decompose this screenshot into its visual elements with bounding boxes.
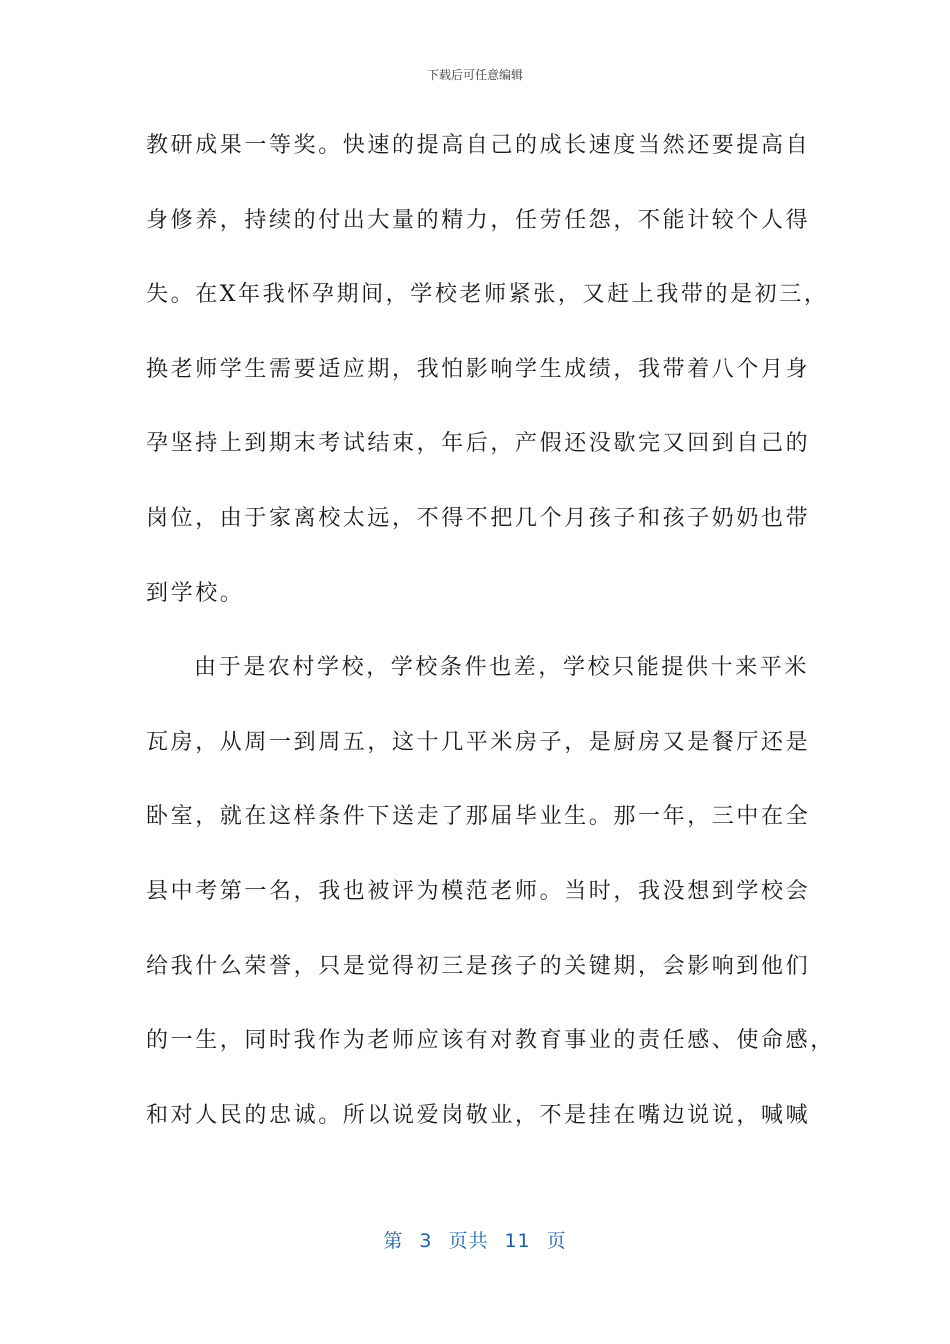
text-line: 身修养，持续的付出大量的精力，任劳任怨，不能计较个人得 (146, 207, 811, 233)
text-line: 县中考第一名，我也被评为模范老师。当时，我没想到学校会 (146, 878, 811, 904)
page-footer (0, 1226, 950, 1253)
document-body (146, 126, 835, 1170)
text-line: 卧室，就在这样条件下送走了那届毕业生。那一年，三中在全 (146, 804, 811, 830)
text-line: 换老师学生需要适应期，我怕影响学生成绩，我带着八个月身 (146, 356, 811, 382)
footer-suffix: 页 (546, 1230, 567, 1252)
footer-middle: 页共 (448, 1230, 489, 1252)
text-line: 的一生，同时我作为老师应该有对教育事业的责任感、使命感， (146, 1028, 835, 1054)
text-line: 岗位，由于家离校太远，不得不把几个月孩子和孩子奶奶也带 (146, 505, 811, 531)
text-line: 失。在X年我怀孕期间，学校老师紧张，又赶上我带的是初三， (146, 282, 829, 308)
current-page-number: 3 (419, 1230, 433, 1252)
text-line: 瓦房，从周一到周五，这十几平米房子，是厨房又是餐厅还是 (146, 729, 811, 755)
text-line: 到学校。 (146, 580, 245, 606)
total-page-count: 11 (504, 1230, 531, 1252)
paragraph-start-line: 由于是农村学校，学校条件也差，学校只能提供十来平米 (194, 655, 810, 681)
text-line: 和对人民的忠诚。所以说爱岗敬业，不是挂在嘴边说说，喊喊 (146, 1102, 811, 1128)
text-line: 孕坚持上到期末考试结束，年后，产假还没歇完又回到自己的 (146, 431, 811, 457)
footer-prefix: 第 (383, 1230, 404, 1252)
text-line: 给我什么荣誉，只是觉得初三是孩子的关键期，会影响到他们 (146, 953, 811, 979)
text-line: 教研成果一等奖。快速的提高自己的成长速度当然还要提高自 (146, 133, 811, 158)
page-header: 下载后可任意编辑 (426, 68, 523, 82)
